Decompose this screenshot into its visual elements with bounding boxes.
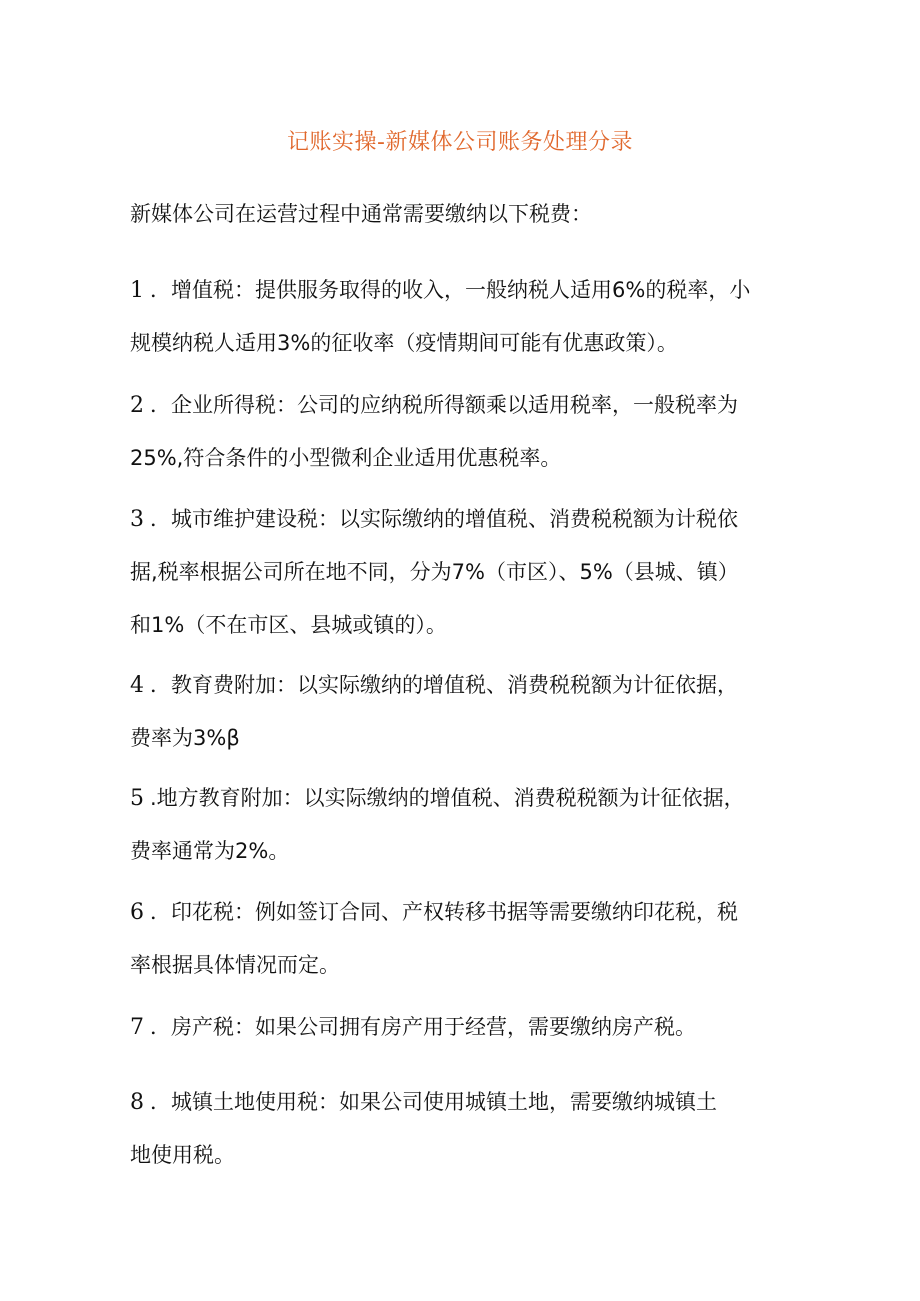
tax-item (130, 659, 810, 765)
tax-item-text: ．城镇土地使用税：如果公司使用城镇土地，需要缴纳城镇土 (150, 1090, 717, 1114)
tax-item-text: ．教育费附加：以实际缴纳的增值税、消费税税额为计征依据， (150, 673, 738, 697)
tax-item-number: 5 (130, 786, 144, 811)
tax-item-line (130, 599, 810, 652)
tax-item (130, 1001, 810, 1054)
tax-item-text: 规模纳税人适用3%的征收率（疫情期间可能有优惠政策）。 (130, 331, 678, 355)
tax-item-number: 6 (130, 900, 144, 925)
tax-item (130, 772, 810, 878)
tax-item-line (130, 939, 810, 992)
intro-paragraph: 新媒体公司在运营过程中通常需要缴纳以下税费： (130, 202, 592, 226)
tax-item-line (130, 1129, 810, 1182)
tax-item (130, 264, 810, 370)
tax-item (130, 886, 810, 992)
tax-item-text: 据,税率根据公司所在地不同，分为7%（市区）、5%（县城、镇） (130, 560, 739, 584)
tax-item-line (130, 772, 810, 825)
tax-item (130, 1076, 810, 1182)
tax-item (130, 493, 810, 652)
tax-item-line (130, 379, 810, 432)
tax-item-line (130, 1076, 810, 1129)
tax-item-number: 8 (130, 1090, 144, 1115)
tax-item-text: 地使用税。 (130, 1143, 235, 1167)
tax-item-number: 1 (130, 278, 144, 303)
tax-item-line (130, 825, 810, 878)
tax-item-text: ．印花税：例如签订合同、产权转移书据等需要缴纳印花税，税 (150, 900, 738, 924)
tax-item-text: ．增值税：提供服务取得的收入，一般纳税人适用6%的税率，小 (150, 278, 751, 302)
tax-item-line (130, 493, 810, 546)
tax-item-number: 7 (130, 1015, 144, 1040)
tax-item-number: 2 (130, 393, 144, 418)
tax-item-line (130, 546, 810, 599)
tax-item-text: 费率为3%β (130, 726, 240, 750)
tax-item-text: ．企业所得税：公司的应纳税所得额乘以适用税率，一般税率为 (150, 393, 738, 417)
tax-item-text: ．房产税：如果公司拥有房产用于经营，需要缴纳房产税。 (150, 1015, 696, 1039)
tax-item-number: 4 (130, 673, 144, 698)
tax-item-line (130, 432, 810, 485)
tax-item-number: 3 (130, 507, 144, 532)
tax-item-text: 和1%（不在市区、县城或镇的）。 (130, 613, 447, 637)
tax-item (130, 379, 810, 485)
tax-item-line (130, 1001, 810, 1054)
document-title: 记账实操-新媒体公司账务处理分录 (287, 130, 633, 155)
tax-item-text: 率根据具体情况而定。 (130, 953, 340, 977)
tax-item-text: .地方教育附加：以实际缴纳的增值税、消费税税额为计征依据， (150, 786, 745, 810)
tax-item-line (130, 712, 810, 765)
tax-item-line (130, 886, 810, 939)
tax-item-line (130, 659, 810, 712)
tax-item-text: ．城市维护建设税：以实际缴纳的增值税、消费税税额为计税依 (150, 507, 738, 531)
tax-item-line (130, 317, 810, 370)
tax-item-line (130, 264, 810, 317)
tax-item-text: 25%,符合条件的小型微利企业适用优惠税率。 (130, 446, 562, 470)
tax-item-text: 费率通常为2%。 (130, 839, 290, 863)
